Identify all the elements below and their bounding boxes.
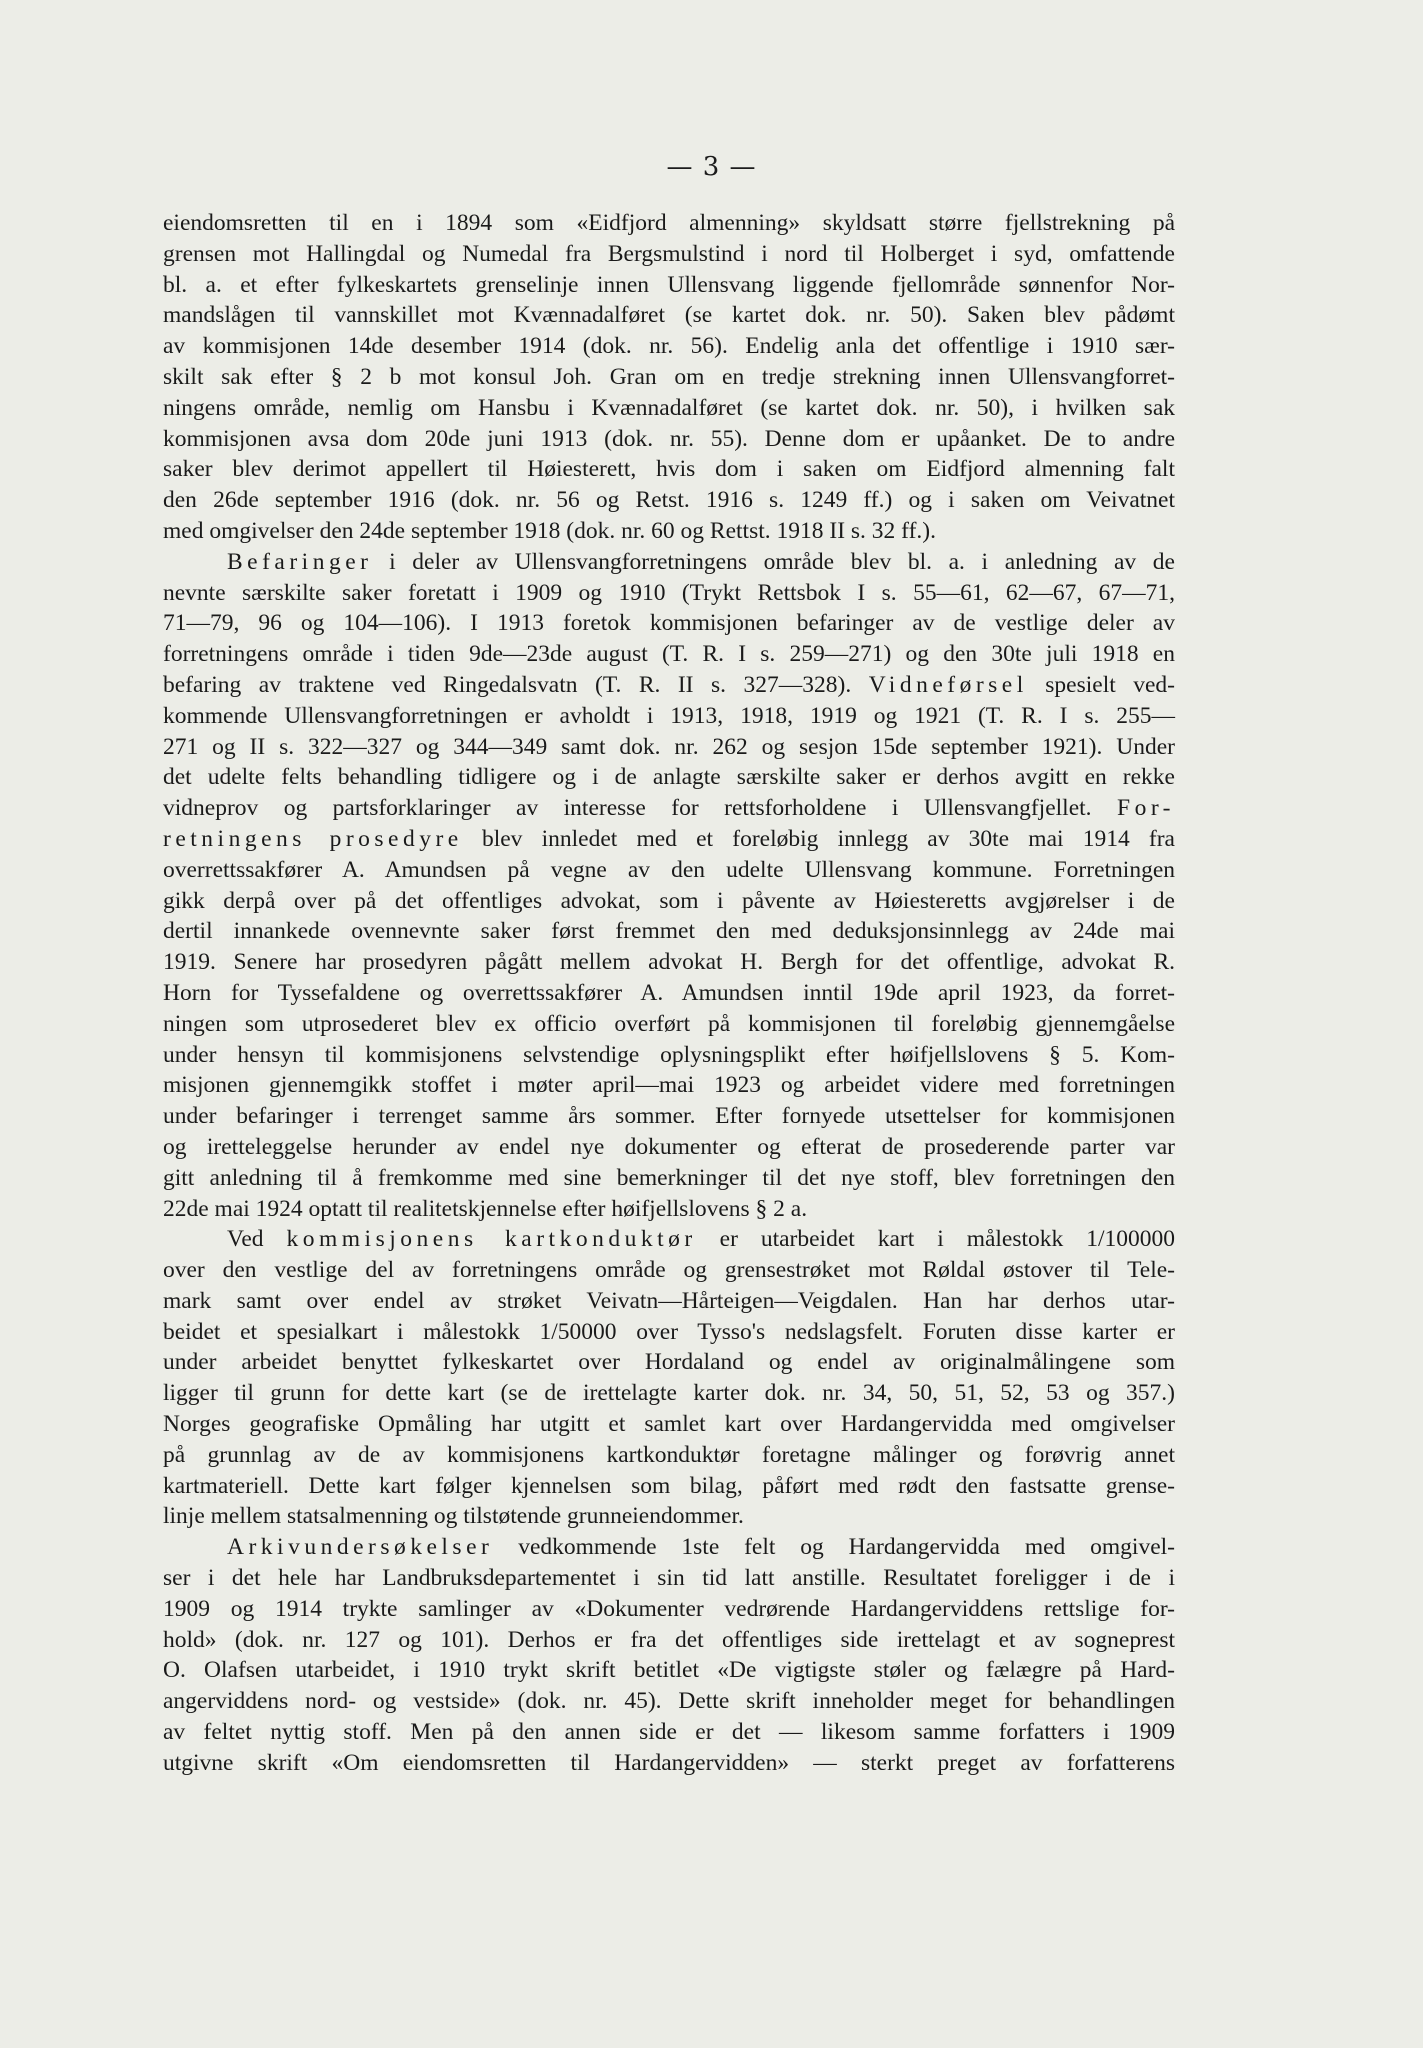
line-text: i deler av Ullensvangforretningens område blev bl. a. i anledning av de [372, 548, 1175, 575]
line-text: beidet et spesialkart i målestokk 1/50000 over Tysso's nedslagsfelt. Foruten disse karter er [163, 1318, 1175, 1345]
text-line [163, 762, 1175, 793]
text-line [163, 270, 1175, 301]
line-text: gikk derpå over på det offentliges advokat, som i påvente av Høiesteretts avgjørelser i de [163, 887, 1175, 914]
text-line [163, 1625, 1175, 1656]
line-text: under befaringer i terrenget samme års sommer. Efter fornyede utsettelser for kommisjonen [163, 1103, 1175, 1130]
body-text [163, 208, 1175, 1779]
line-text: bl. a. et efter fylkeskartets grenselinje innen Ullensvang liggende fjellområde sønnenfor Nor- [163, 271, 1175, 298]
text-line [163, 1378, 1175, 1409]
text-line [163, 701, 1175, 732]
spaced-heading: Befaringer [227, 548, 373, 575]
text-line [163, 1255, 1175, 1286]
text-line [163, 1194, 1175, 1225]
line-text: på grunnlag av de av kommisjonens kartkonduktør foretagne målinger og forøvrig annet [163, 1441, 1175, 1468]
text-line [163, 454, 1175, 485]
line-text: kartmateriell. Dette kart følger kjennelsen som bilag, påført med rødt den fastsatte grense- [163, 1472, 1175, 1499]
text-line [163, 947, 1175, 978]
line-text: dertil innankede ovennevnte saker først fremmet den med deduksjonsinnlegg av 24de mai [163, 918, 1175, 945]
line-text: linje mellem statsalmenning og tilstøtende grunneiendommer. [163, 1503, 744, 1530]
line-text: forretningens område i tiden 9de—23de august (T. R. I s. 259—271) og den 30te juli 1918 en [163, 641, 1175, 668]
line-text: mandslågen til vannskillet mot Kvænnadalføret (se kartet dok. nr. 50). Saken blev pådømt [163, 302, 1175, 329]
line-text: vidneprov og partsforklaringer av interesse for rettsforholdene i Ullensvangfjellet. [163, 795, 1092, 822]
line-text: og iretteleggelse herunder av endel nye dokumenter og efterat de prosederende parter var [163, 1133, 1175, 1160]
text-line [163, 824, 1175, 855]
text-line [163, 208, 1175, 239]
line-text: utgivne skrift «Om eiendomsretten til Hardangervidden» — sterkt preget av forfatterens [163, 1749, 1175, 1776]
line-text: Horn for Tyssefaldene og overrettssakfører A. Amundsen inntil 19de april 1923, da forret- [163, 979, 1175, 1006]
line-text: eiendomsretten til en i 1894 som «Eidfjord almenning» skyldsatt større fjellstrekning på [163, 210, 1175, 236]
line-text: befaring av traktene ved Ringedalsvatn (T. R. II s. 327—328). [163, 671, 852, 698]
line-text-after: spesielt ved- [1027, 671, 1176, 698]
text-line [163, 1717, 1175, 1748]
line-text: blev innledet med et foreløbig innlegg av 30te mai 1914 fra [462, 825, 1175, 852]
text-line [163, 670, 1175, 701]
text-line [163, 1163, 1175, 1194]
text-line [163, 516, 1175, 547]
line-text: av kommisjonen 14de desember 1914 (dok. nr. 56). Endelig anla det offentlige i 1910 sær- [163, 333, 1175, 360]
text-line [163, 886, 1175, 917]
line-text: ningen som utprosederet blev ex officio overført på kommisjonen til foreløbig gjennemgåelse [163, 1010, 1175, 1037]
text-line [163, 1224, 1175, 1255]
line-text: 1909 og 1914 trykte samlinger av «Dokumenter vedrørende Hardangerviddens rettslige for- [163, 1595, 1175, 1622]
line-text: kommisjonen avsa dom 20de juni 1913 (dok. nr. 55). Denne dom er upåanket. De to andre [163, 425, 1175, 452]
text-line [163, 639, 1175, 670]
line-text: 22de mai 1924 optatt til realitetskjennelse efter høifjellslovens § 2 a. [163, 1195, 808, 1222]
line-text: 1919. Senere har prosedyren pågått mellem advokat H. Bergh for det offentlige, advokat R. [163, 949, 1175, 976]
text-line [163, 608, 1175, 639]
text-line [163, 855, 1175, 886]
spaced-heading: retningens prosedyre [163, 825, 463, 852]
text-line [163, 916, 1175, 947]
text-line [163, 1748, 1175, 1779]
text-line [163, 1409, 1175, 1440]
text-line [163, 424, 1175, 455]
line-text-after: er utarbeidet kart i målestokk 1/100000 [696, 1226, 1176, 1253]
line-text: kommende Ullensvangforretningen er avholdt i 1913, 1918, 1919 og 1921 (T. R. I s. 255— [163, 702, 1175, 729]
line-text: 71—79, 96 og 104—106). I 1913 foretok kommisjonen befaringer av de vestlige deler av [163, 610, 1175, 637]
line-text: O. Olafsen utarbeidet, i 1910 trykt skrift betitlet «De vigtigste støler og fælægre på Hard- [163, 1657, 1175, 1684]
text-line [163, 1655, 1175, 1686]
text-line [163, 578, 1175, 609]
text-line [163, 485, 1175, 516]
text-line [163, 300, 1175, 331]
text-line [163, 1471, 1175, 1502]
text-line [163, 1594, 1175, 1625]
text-line [163, 978, 1175, 1009]
text-line [163, 1563, 1175, 1594]
text-line [163, 1440, 1175, 1471]
spaced-heading: Vidneførsel [868, 671, 1028, 698]
line-text: ser i det hele har Landbruksdepartementet i sin tid latt anstille. Resultatet foreligger i de i [163, 1565, 1175, 1592]
line-text: det udelte felts behandling tidligere og i de anlagte særskilte saker er derhos avgitt en rekke [163, 764, 1175, 791]
text-line [163, 547, 1175, 578]
line-text: ningens område, nemlig om Hansbu i Kvænnadalføret (se kartet dok. nr. 50), i hvilken sak [163, 394, 1175, 421]
line-text: overrettssakfører A. Amundsen på vegne av den udelte Ullensvang kommune. Forretningen [163, 856, 1175, 883]
text-line [163, 1317, 1175, 1348]
text-line [163, 1347, 1175, 1378]
line-text: gitt anledning til å fremkomme med sine bemerkninger til det nye stoff, blev forretningen den [163, 1164, 1175, 1191]
line-text: misjonen gjennemgikk stoffet i møter april—mai 1923 og arbeidet videre med forretningen [163, 1072, 1175, 1099]
text-line [163, 1532, 1175, 1563]
line-text: mark samt over endel av strøket Veivatn—Hårteigen—Veigdalen. Han har derhos utar- [163, 1287, 1175, 1314]
line-text: Norges geografiske Opmåling har utgitt et samlet kart over Hardangervidda med omgivelser [163, 1411, 1175, 1438]
line-text: under arbeidet benyttet fylkeskartet over Hordaland og endel av originalmålingene som [163, 1349, 1175, 1376]
page-number: — 3 — [666, 152, 757, 182]
line-text: vedkommende 1ste felt og Hardangervidda med omgivel- [493, 1534, 1175, 1561]
line-text: ligger til grunn for dette kart (se de irettelagte karter dok. nr. 34, 50, 51, 52, 53 og 357.) [163, 1380, 1175, 1407]
line-text: Ved [227, 1226, 287, 1253]
text-line [163, 732, 1175, 763]
text-line [163, 331, 1175, 362]
line-text: grensen mot Hallingdal og Numedal fra Bergsmulstind i nord til Holberget i syd, omfattende [163, 240, 1175, 267]
text-line [163, 1070, 1175, 1101]
spaced-heading: For- [1117, 795, 1176, 822]
line-text: med omgivelser den 24de september 1918 (dok. nr. 60 og Rettst. 1918 II s. 32 ff.). [163, 517, 936, 544]
text-line [163, 1686, 1175, 1717]
text-line [163, 1101, 1175, 1132]
text-line [163, 793, 1175, 824]
text-line [163, 393, 1175, 424]
text-line [163, 362, 1175, 393]
line-text: hold» (dok. nr. 127 og 101). Derhos er fra det offentliges side irettelagt et av sogneprest [163, 1626, 1175, 1653]
line-text: angerviddens nord- og vestside» (dok. nr. 45). Dette skrift inneholder meget for behandlingen [163, 1688, 1175, 1715]
line-text: nevnte særskilte saker foretatt i 1909 og 1910 (Trykt Rettsbok I s. 55—61, 62—67, 67—71, [163, 579, 1175, 606]
text-line [163, 1286, 1175, 1317]
text-line [163, 1501, 1175, 1532]
line-text: 271 og II s. 322—327 og 344—349 samt dok. nr. 262 og sesjon 15de september 1921). Under [163, 733, 1175, 760]
spaced-heading: Arkivundersøkelser [227, 1534, 494, 1561]
spaced-heading: kommisjonens kartkonduktør [286, 1226, 697, 1253]
line-text: den 26de september 1916 (dok. nr. 56 og Retst. 1916 s. 1249 ff.) og i saken om Veivatnet [163, 487, 1175, 514]
line-text: skilt sak efter § 2 b mot konsul Joh. Gran om en tredje strekning innen Ullensvangforret- [163, 363, 1175, 390]
text-line [163, 1132, 1175, 1163]
line-text: av feltet nyttig stoff. Men på den annen side er det — likesom samme forfatters i 1909 [163, 1719, 1175, 1746]
text-line [163, 239, 1175, 270]
line-text: over den vestlige del av forretningens område og grensestrøket mot Røldal østover til Tele- [163, 1257, 1175, 1284]
line-text: under hensyn til kommisjonens selvstendige oplysningsplikt efter høifjellslovens § 5. Kom- [163, 1041, 1175, 1068]
text-line [163, 1009, 1175, 1040]
line-text: saker blev derimot appellert til Høiesterett, hvis dom i saken om Eidfjord almenning falt [163, 456, 1175, 483]
text-line [163, 1040, 1175, 1071]
